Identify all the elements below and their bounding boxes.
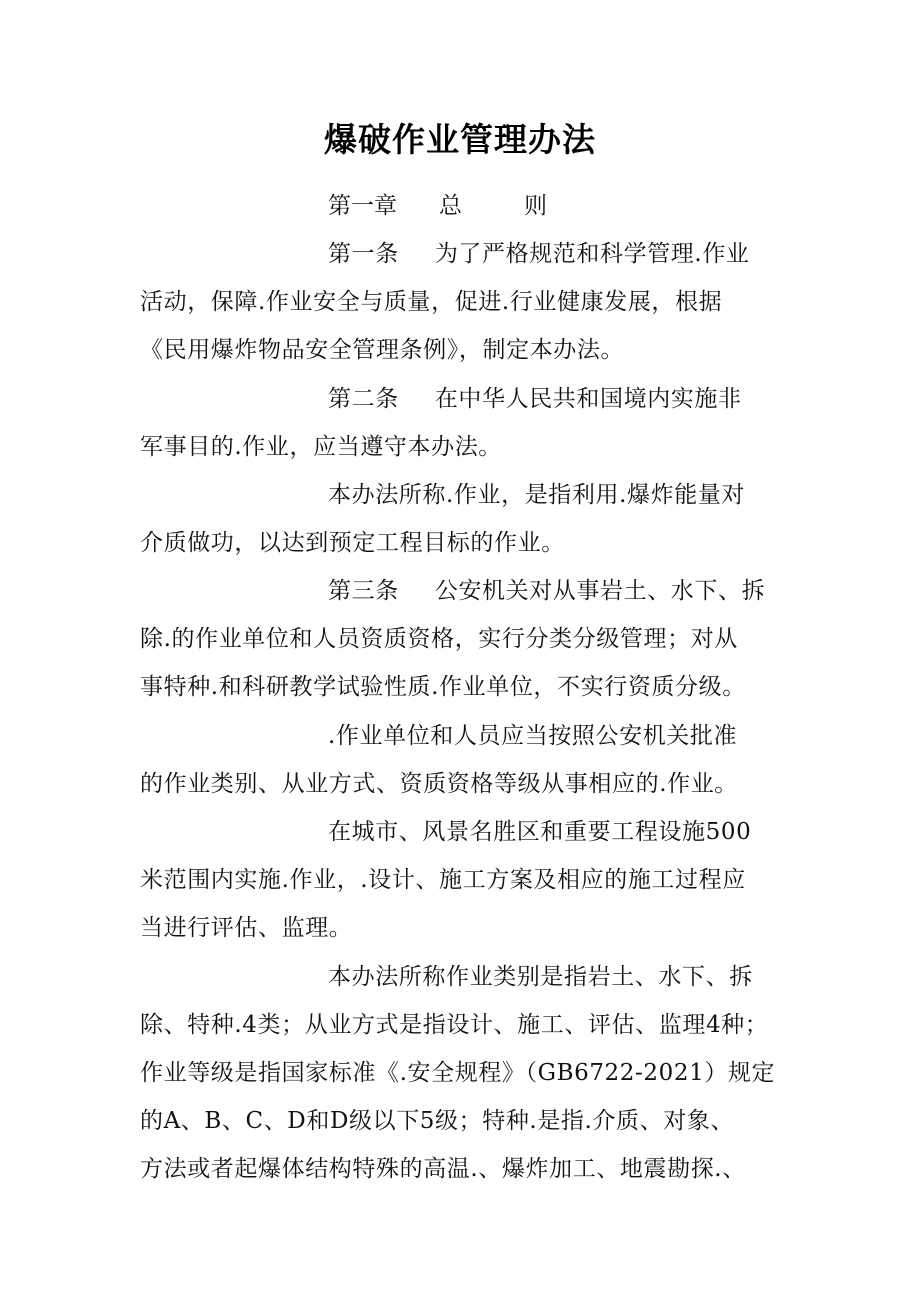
paragraph-line: 当进行评估、监理。 <box>140 915 353 941</box>
paragraph-text: 公安机关对从事岩土、水下、拆 <box>434 578 766 604</box>
paragraph-line <box>140 375 790 423</box>
paragraph-line: 《民用爆炸物品安全管理条例》，制定本办法。 <box>140 337 625 363</box>
paragraph-line <box>140 230 790 278</box>
paragraph-line: 在城市、风景名胜区和重要工程设施500 <box>328 819 752 845</box>
paragraph-line: 介质做功，以达到预定工程目标的作业。 <box>140 530 565 556</box>
paragraph-text: 为了严格规范和科学管理.作业 <box>434 241 750 267</box>
article-label: 第二条 <box>328 386 399 412</box>
paragraph-line: 活动，保障.作业安全与质量，促进.行业健康发展，根据 <box>140 289 723 315</box>
paragraph-categories <box>140 953 790 1193</box>
article-1 <box>140 230 790 374</box>
paragraph-text: 在中华人民共和国境内实施非 <box>434 386 742 412</box>
paragraph-line: 本办法所称作业类别是指岩土、水下、拆 <box>328 964 753 990</box>
paragraph-line: 的作业类别、从业方式、资质资格等级从事相应的.作业。 <box>140 771 738 797</box>
article-3 <box>140 567 790 711</box>
paragraph-line: 事特种.和科研教学试验性质.作业单位，不实行资质分级。 <box>140 674 746 700</box>
paragraph-line: 除.的作业单位和人员资质资格，实行分类分级管理；对从 <box>140 626 738 652</box>
paragraph-line: 除、特种.4类；从业方式是指设计、施工、评估、监理4种； <box>140 1012 769 1038</box>
paragraph-urban <box>140 808 790 952</box>
article-2 <box>140 375 790 471</box>
paragraph-line: 军事目的.作业，应当遵守本办法。 <box>140 434 502 460</box>
paragraph-line: 的A、B、C、D和D级以下5级；特种.是指.介质、对象、 <box>140 1108 735 1134</box>
document-title: 爆破作业管理办法 <box>324 120 596 159</box>
paragraph-line: .作业单位和人员应当按照公安机关批准 <box>328 723 738 749</box>
article-label: 第一条 <box>328 241 399 267</box>
paragraph-qualification <box>140 712 790 808</box>
paragraph-line: 米范围内实施.作业，.设计、施工方案及相应的施工过程应 <box>140 867 746 893</box>
paragraph-definition <box>140 471 790 567</box>
chapter-number: 第一章 <box>328 193 397 219</box>
chapter-name-part1: 总 <box>439 193 462 219</box>
paragraph-line: 作业等级是指国家标准《.安全规程》（GB6722-2021）规定 <box>140 1060 776 1086</box>
paragraph-line: 本办法所称.作业，是指利用.爆炸能量对 <box>328 482 746 508</box>
article-label: 第三条 <box>328 578 399 604</box>
paragraph-line: 方法或者起爆体结构特殊的高温.、爆炸加工、地震勘探.、 <box>140 1156 746 1182</box>
paragraph-line <box>140 567 790 615</box>
chapter-heading <box>328 188 547 224</box>
chapter-name-part2: 则 <box>524 193 547 219</box>
